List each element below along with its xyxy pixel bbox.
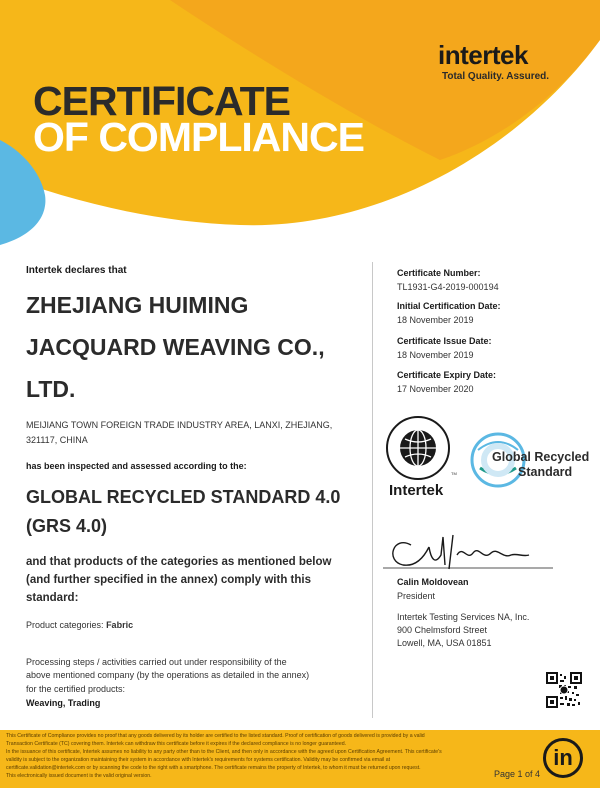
declares-text: Intertek declares that [26,265,127,276]
standard-line: (GRS 4.0) [26,516,108,536]
signatory-title: President [397,591,436,601]
signatory-city: Lowell, MA, USA 01851 [397,638,492,648]
fine-print-line: certificate.validation@intertek.com or by scanning the code to the right with a smartphone. The certificate remains the property of Intertek, to whom it must be returned upon request. [6,765,421,771]
seal-brand: Intertek [389,482,444,499]
signature-image [383,525,553,573]
product-categories [26,620,133,630]
signatory-name: Calin Moldovean [397,577,469,587]
certificate-title-line2: OF COMPLIANCE [33,114,364,160]
address-line: MEIJIANG TOWN FOREIGN TRADE INDUSTRY AREA, LANXI, ZHEJIANG, [26,420,333,430]
cert-number-label: Certificate Number: [397,268,481,278]
standard-line: GLOBAL RECYCLED STANDARD 4.0 [26,487,341,507]
grs-logo-line1: Global Recycled [492,450,590,464]
globe-seal-icon [385,415,451,481]
address-line: 321117, CHINA [26,435,88,445]
grs-seal-logo [385,415,463,505]
product-categories-label: Product categories: [26,620,104,630]
qr-code-icon[interactable] [546,672,582,708]
company-name-line: JACQUARD WEAVING CO., [26,334,325,360]
brand-tagline: Total Quality. Assured. [442,71,550,82]
issue-date: 18 November 2019 [397,350,474,360]
processing-line: Processing steps / activities carried out under responsibility of the [26,657,287,667]
fine-print-line: This electronically issued document is the valid original version. [6,773,152,779]
grs-logo [466,424,594,494]
processing-line: above mentioned company (by the operations as detailed in the annex) [26,670,310,680]
signatory-org: Intertek Testing Services NA, Inc. [397,612,530,622]
categories-line: (and further specified in the annex) comply with this [26,574,311,586]
page-number: Page 1 of 4 [494,769,541,779]
intertek-logo: intertek [438,40,528,70]
fine-print-line: This Certificate of Compliance provides no proof that any goods delivered by its holder are certified to the listed standard. Proof of certification of goods delivered is provided by a valid [6,733,425,739]
initial-date: 18 November 2019 [397,315,474,325]
column-divider [372,262,373,718]
expiry-date-label: Certificate Expiry Date: [397,370,497,380]
fine-print-line: validity is subject to the organization maintaining their system in accordance with Intertek's requirements for systems certification. Validity may be confirmed via email at [6,757,391,763]
assessed-text: has been inspected and assessed according to the: [26,461,247,471]
categories-line: and that products of the categories as mentioned below [26,556,332,568]
company-name-line: ZHEJIANG HUIMING [26,292,249,318]
company-name-line: LTD. [26,376,76,402]
product-categories-value: Fabric [106,620,134,630]
trademark: TM [451,471,457,476]
expiry-date: 17 November 2020 [397,384,474,394]
cert-number: TL1931-G4-2019-000194 [397,282,499,292]
processing-line: for the certified products: [26,684,126,694]
grs-logo-line2: Standard [518,465,573,479]
certificate-title-line1: CERTIFICATE [33,78,291,124]
processing-value: Weaving, Trading [26,698,101,708]
signatory-street: 900 Chelmsford Street [397,625,488,635]
intertek-emblem-icon: in [543,738,583,778]
fine-print-line: In the issuance of this certificate, Intertek assumes no liability to any party other than to the Client, and then only in accordance with the agreed upon Certification Agreement. This certificate's [6,749,442,755]
initial-date-label: Initial Certification Date: [397,301,501,311]
categories-line: standard: [26,592,79,604]
issue-date-label: Certificate Issue Date: [397,336,492,346]
fine-print-line: Transaction Certificate (TC) covering them. Intertek can withdraw this certificate before it expires if the declared compliance is no longer guaranteed. [6,741,347,747]
